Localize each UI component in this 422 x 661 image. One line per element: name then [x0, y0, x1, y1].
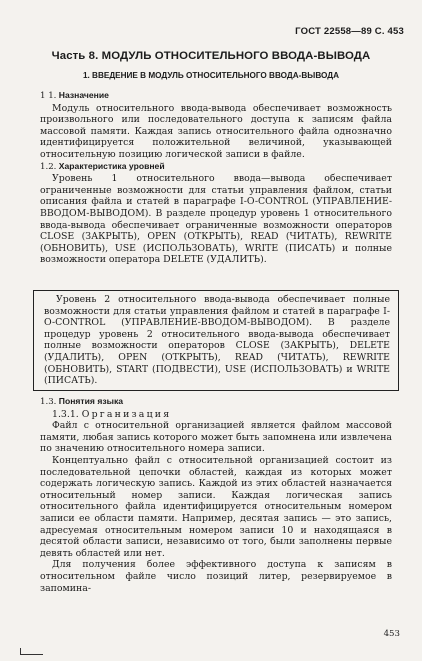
content-top: [40, 90, 392, 266]
heading-1-2-number: 1.2.: [40, 161, 57, 172]
heading-1-2: [40, 161, 392, 174]
corner-mark: [20, 648, 43, 655]
heading-1-3-1-number: 1.3.1.: [52, 408, 79, 420]
heading-1-3-1: [40, 409, 392, 421]
paragraph-purpose: Модуль относительного ввода-вывода обеспечивает возможность произвольного или последовательного доступа к записям файла массовой памяти. Каждая запись относительного файла однозначно идентифицируется положительной величиной, указывающей относительную позицию логической записи в файле.: [40, 102, 392, 160]
level-2-box: [33, 290, 399, 391]
paragraph-organization: Файл с относительной организацией является файлом массовой памяти, любая запись которого может быть запомнена или извлечена по значению относительного номера записи.: [40, 420, 392, 455]
paragraph-level-2: Уровень 2 относительного ввода-вывода обеспечивает полные возможности для статьи управления файлом и статей в параграфе I-O-CONTROL (УПРАВЛЕНИЕ-ВВОДОМ-ВЫВОДОМ). В разделе процедур уровень 2 относительного ввода-вывода обеспечивает полные возможности операторов CLOSE (ЗАКРЫТЬ), DELETE (УДАЛИТЬ), OPEN (ОТКРЫТЬ), READ (ЧИТАТЬ), REWRITE (ОБНОВИТЬ), START (ПОДВЕСТИ), USE (ИСПОЛЬЗОВАТЬ) и WRITE (ПИСАТЬ).: [44, 294, 390, 387]
heading-1-3-title: Понятия языка: [58, 396, 124, 406]
section-title: 1. ВВЕДЕНИЕ В МОДУЛЬ ОТНОСИТЕЛЬНОГО ВВОДА-ВЫВОДА: [82, 71, 340, 80]
paragraph-access: Для получения более эффективного доступа к записям в относительном файле число позиций литер, резервируемое в запомина-: [40, 559, 392, 594]
heading-1-3-number: 1.3.: [40, 397, 57, 407]
part-title: Часть 8. МОДУЛЬ ОТНОСИТЕЛЬНОГО ВВОДА-ВЫВОДА: [51, 50, 371, 62]
content-bottom: [40, 396, 392, 594]
heading-1-3: [40, 396, 392, 409]
heading-1-1-number: 1 1.: [40, 91, 57, 101]
heading-1-1: [40, 90, 392, 103]
page-number: 453: [383, 629, 400, 639]
heading-1-3-1-title: Организация: [81, 408, 172, 420]
paragraph-concept: Концептуально файл с относительной организацией состоит из последовательной цепочки областей, каждая из которых может содержать логическую запись. Каждой из этих областей назначается относительный номер записи. Каждая логическая запись относительного файла идентифицируется относительным номером записи ее области памяти. Например, десятая запись — это запись, адресуемая относительным номером записи 10 и находящаяся в десятой области записи, независимо от того, были заполнены первые девять областей или нет.: [40, 454, 392, 559]
heading-1-2-title: Характеристика уровней: [58, 160, 165, 171]
heading-1-1-title: Назначение: [58, 90, 109, 100]
paragraph-level-1: Уровень 1 относительного ввода—вывода обеспечивает ограниченные возможности для статьи управления файлом, статьи описания файла и статей в параграфе I-O-CONTROL (УПРАВЛЕНИЕ-ВВОДОМ-ВЫВОДОМ). В разделе процедур уровень 1 относительного ввода-вывода обеспечивает ограниченные возможности операторов CLOSE (ЗАКРЫТЬ), OPEN (ОТКРЫТЬ), READ (ЧИТАТЬ), REWRITE (ОБНОВИТЬ), USE (ИСПОЛЬЗОВАТЬ), WRITE (ПИСАТЬ) и полные возможности оператора DELETE (УДАЛИТЬ).: [40, 173, 392, 266]
page-header: ГОСТ 22558—89 С. 453: [295, 26, 404, 37]
